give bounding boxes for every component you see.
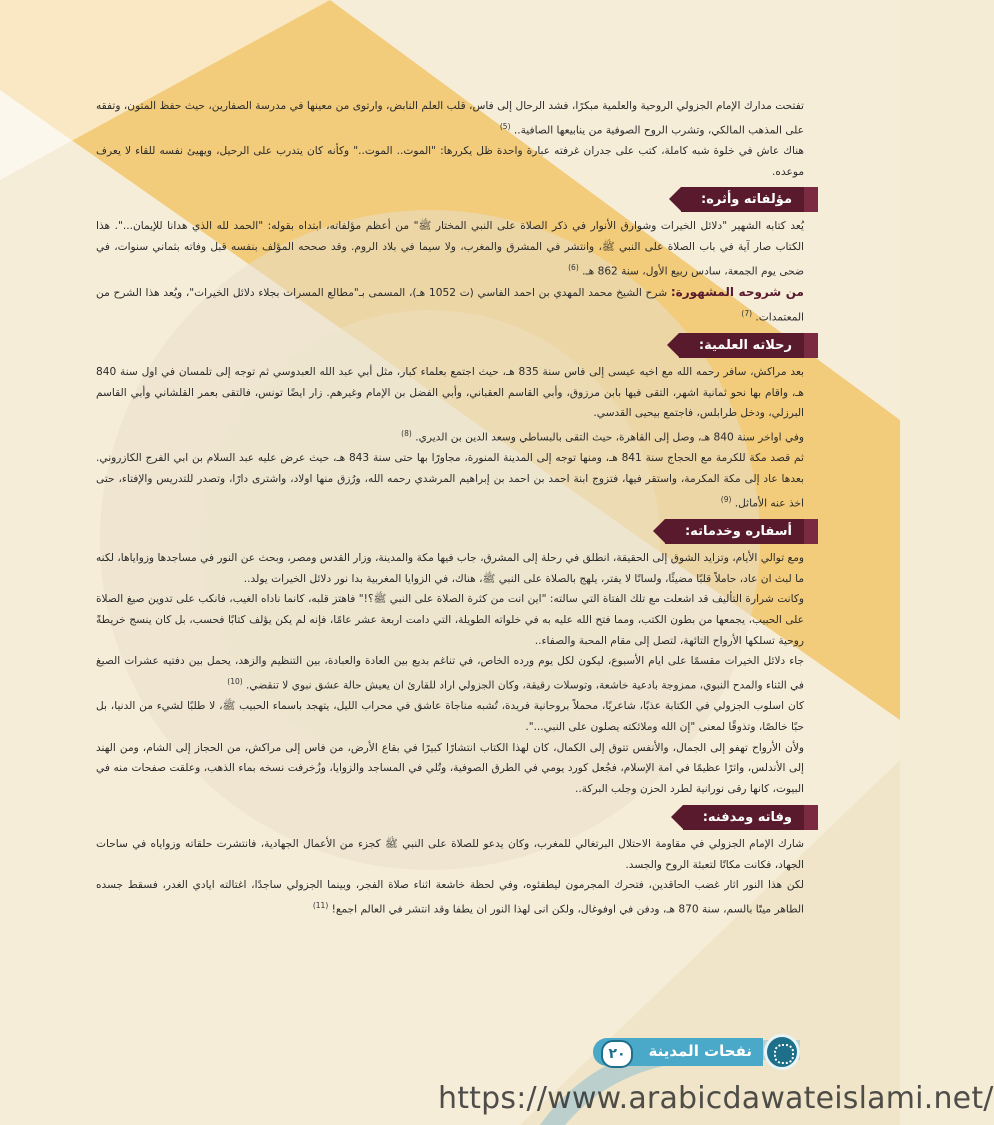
- travels-paragraph-3: ثم قصد مكة للكرمة مع الحجاج سنة 841 هـ، ومنها توجه إلى المدينة المنورة، مجاورًا بها حتى سنة 843 هـ، حيث عرض عليه عبد السلام بن ابي الفرج الكازروني. بعدها عاد إلى مكة المكرمة، واستقر فيها، فتزوج ابنة احمد بن احمد بن إبراهيم المرشدي رحمه الله، ورُزق منها اولاد، واشترى دارًا، وتصدر للتدريس والإفتاء، حتى اخذ عنه الأماثل. $^{(9)}$: [96, 452, 804, 510]
- section-header-journeys: [96, 519, 804, 544]
- magazine-logo-icon: [764, 1034, 800, 1070]
- section-title-works: مؤلفاته وأثره:: [701, 192, 792, 208]
- footnote-ref: (8): [401, 429, 412, 439]
- journeys-paragraph-2: وكانت شرارة التأليف قد اشعلت مع تلك الفتاة التي سالته: "اين انت من كثرة الصلاة على النبي ﷺ؟!" فاهتز قلبه، كانما ناداه الغيب، فانكب على تدوين صيغ الصلاة على الحبيب، يجمعها من بطون الكتب، ومما فتح الله عليه به في خلواته الطويلة، التي دامت اربعة عشر عامًا، فإنه لم يكن يؤلف كتابًا فحسب، بل كان ينسج خريطةً روحية تسلكها الأرواح التائهة، لتصل إلى مقام المحبة والصفاء..: [96, 593, 804, 647]
- intro-paragraph-2: هناك عاش في خلوة شبه كاملة، كتب على جدران غرفته عبارة واحدة ظل يكررها: "الموت.. الموت.." وكأنه كان يتدرب على الرحيل، ويهيئ نفسه للقاء لا يعرف موعده.: [96, 144, 804, 178]
- footnote-ref: (6): [568, 262, 579, 272]
- section-title-death: وفاته ومدفنه:: [702, 809, 792, 825]
- works-paragraph-1: يُعد كتابه الشهير "دلائل الخيرات وشوارق الأنوار في ذكر الصلاة على النبي المختار ﷺ" من أعظم مؤلفاته، ابتداه بقوله: "الحمد لله الذي هدانا للإيمان...". هذا الكتاب صار آية في باب الصلاة على النبي ﷺ، وانتشر في المشرق والمغرب، ولا سيما في بلاد الروم. وقد صححه المؤلف بنفسه قبل وفاته بثماني سنوات، في ضحى يوم الجمعة، سادس ربيع الأول، سنة 862 هـ. $^{(6)}$: [96, 220, 804, 278]
- commentary-label: من شروحه المشهورة:: [670, 284, 804, 299]
- section-header-death: [96, 805, 804, 830]
- death-paragraph-2: لكن هذا النور اثار غضب الحاقدين، فتحرك المجرمون ليطفئوه، وفي لحظة خاشعة اثناء صلاة الفجر، وبينما الجزولي ساجدًا، اغتالته ايادي الغدر، فسقط جسده الطاهر ميتًا بالسم، سنة 870 هـ، ودفن في اوفوغال، ولكن انى لهذا النور ان يطفا وقد انتشر في العالم اجمع! $^{(11)}$: [96, 879, 804, 916]
- journeys-paragraph-5: ولأن الأرواح تهفو إلى الجمال، والأنفس تتوق إلى الكمال، كان لهذا الكتاب انتشارًا كبيرًا في بقاع الأرض، من فاس إلى مراكش، من الحجاز إلى الشام، ومن الهند إلى الأندلس، واثرًا عظيمًا في امة الإسلام، فجُعل كورد يومي في الطرق الصوفية، وتُلي في المساجد والزوايا، وزُخرفت نسخه بماء الذهب، وعلقت صفحات منه في البيوت، كانها رقى نورانية لطرد الحزن وجلب البركة..: [96, 741, 804, 796]
- section-title-travels: رحلاته العلمية:: [698, 337, 792, 353]
- works-commentary-paragraph: من شروحه المشهورة: شرح الشيخ محمد المهدي بن احمد الفاسي (ت 1052 هـ)، المسمى بـ"مطالع المسرات بجلاء دلائل الخيرات"، ويُعد هذا الشرح من المعتمدات. $^{(7)}$: [96, 284, 804, 324]
- footnote-ref: (10): [227, 677, 243, 687]
- journeys-paragraph-4: كان اسلوب الجزولي في الكتابة عذبًا، شاعريًا، محملاً بروحانية فريدة، تُشبه مناجاة عاشق في محراب الليل، يتهجد باسماء الحبيب ﷺ، لا طلبًا لشيء من الدنيا، بل حبًا خالصًا، وتذوقًا لمعنى "إن الله وملائكته يصلون على النبي...".: [96, 700, 804, 734]
- footnote-ref: (9): [720, 494, 732, 504]
- article-body: [96, 96, 804, 920]
- journeys-paragraph-3: جاء دلائل الخيرات مقسمًا على ايام الأسبوع، ليكون لكل يوم ورده الخاص، في تناغم بديع بين العادة والعبادة، بين التنظيم والزهد، يحمل بين دفتيه عشرات الصيغ في الثناء والمدح النبوي، ممزوجة بادعية خاشعة، وتوسلات رقيقة، وكان الجزولي اراد للقارئ ان يعيش حالة عشق نبوي لا تنقضي. $^{(10)}$: [96, 655, 804, 692]
- footnote-ref: (5): [499, 121, 511, 131]
- travels-paragraph-1: بعد مراكش، سافر رحمه الله مع اخيه عيسى إلى فاس سنة 835 هـ، حيث اجتمع بعلماء كبار، مثل أبي عبد الله العبدوسي ثم توجه إلى تلمسان في اول سنة 840 هـ، واقام بها نحو ثمانية اشهر، التقى فيها بابن مرزوق، وأبي القاسم العقباني، وأبي الفضل بن الإمام وغيرهم. زار ايضًا تونس، فالتقى بعمر القلشاني وأبي القاسم البرزلي، ودخل طرابلس، فاجتمع بيحيى القدسي.: [96, 365, 805, 420]
- travels-paragraph-2: وفي اواخر سنة 840 هـ، وصل إلى القاهرة، حيث التقى بالبساطي وسعد الدين بن الديري. $^{(8)}$: [401, 429, 804, 444]
- page-footer: [593, 1034, 800, 1070]
- intro-paragraph-1: تفتحت مدارك الإمام الجزولي الروحية والعلمية مبكرًا، فشد الرحال إلى فاس، قلب العلم النابض، وارتوى من معينها في مدرسة الصفارين، حيث حفظ المتون، وتفقه على المذهب المالكي، وتشرب الروح الصوفية من ينابيعها الصافية.. $^{(5)}$: [96, 100, 804, 137]
- page-number: ٢٠: [601, 1040, 633, 1068]
- journeys-paragraph-1: ومع توالي الأيام، وتزايد الشوق إلى الحقيقة، انطلق في رحلة إلى المشرق، جاب فيها مكة والمدينة، وزار القدس ومصر، وبحث عن النور في مساجدها وزواياها، لكنه ما لبث ان عاد، حاملاً قلبًا مضيئًا، ولسانًا لا يفتر، يلهج بالصلاة على النبي ﷺ، هناك، في الزوايا المغربية بدا نور دلائل الخيرات يولد..: [96, 551, 804, 585]
- death-paragraph-1: شارك الإمام الجزولي في مقاومة الاحتلال البرتغالي للمغرب، وكان يدعو للصلاة على النبي ﷺ كجزء من الأعمال الجهادية، فانتشرت حلقاته وزواياه في ساحات الجهاد، فكانت مكانًا لتعبئة الروح والجسد.: [96, 837, 804, 871]
- watermark-url: https://www.arabicdawateislami.net/: [438, 1081, 994, 1116]
- magazine-title: نفحات المدينة: [648, 1042, 752, 1060]
- section-header-works: [96, 187, 804, 212]
- section-header-travels: [96, 333, 804, 358]
- footnote-ref: (7): [741, 308, 753, 318]
- section-title-journeys: أسفاره وخدماته:: [684, 523, 792, 539]
- footnote-ref: (11): [312, 900, 329, 910]
